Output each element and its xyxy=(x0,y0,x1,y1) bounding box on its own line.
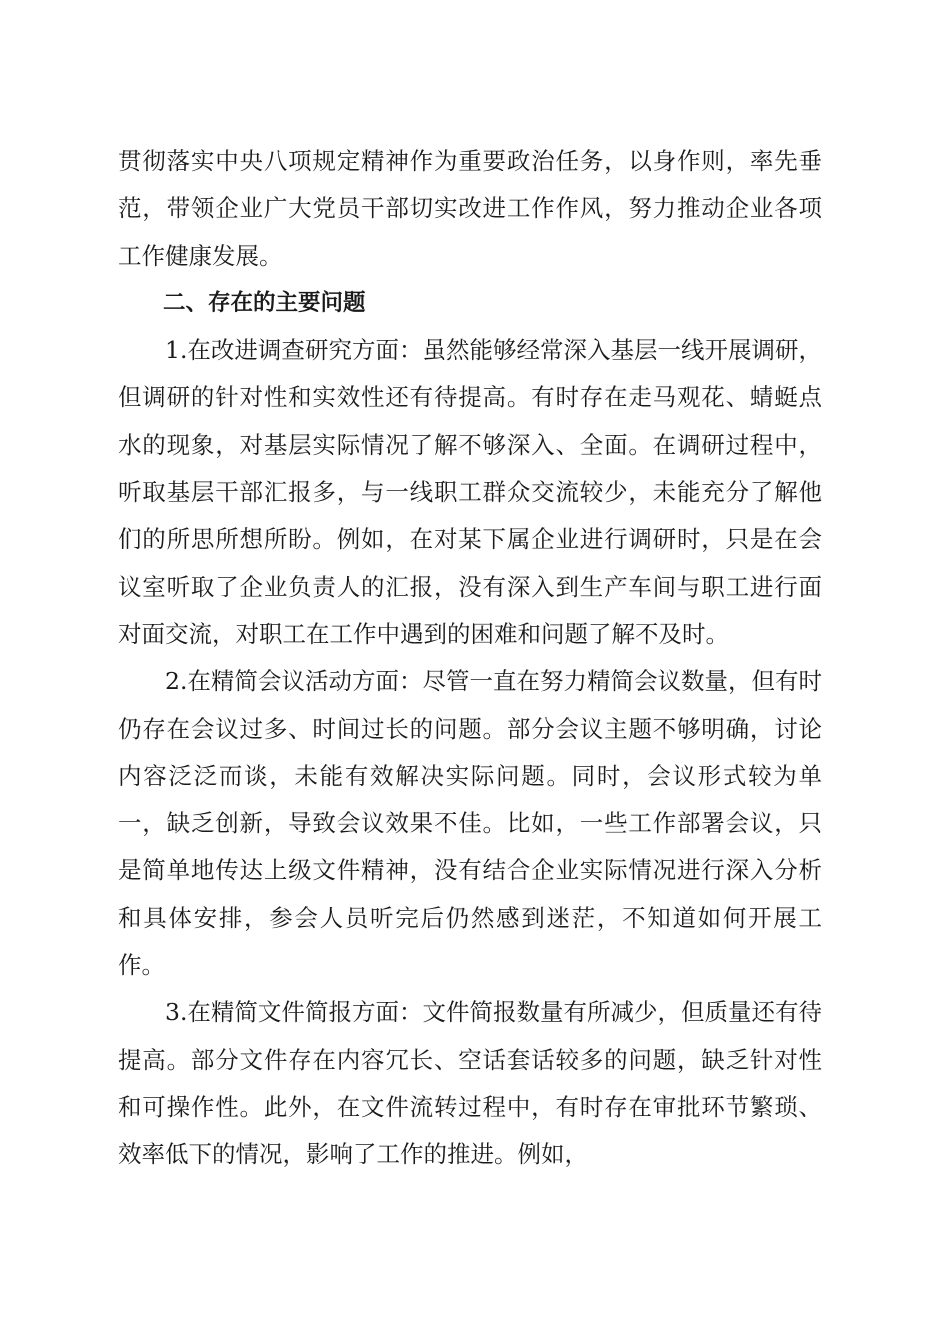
section-heading: 二、存在的主要问题 xyxy=(163,289,366,316)
paragraph-continuation: 贯彻落实中央八项规定精神作为重要政治任务，以身作则，率先垂范，带领企业广大党员干部切实改进工作作风，努力推动企业各项工作健康发展。 xyxy=(118,147,822,270)
paragraph-item-1: 1.在改进调查研究方面：虽然能够经常深入基层一线开展调研，但调研的针对性和实效性还有待提高。有时存在走马观花、蜻蜓点水的现象，对基层实际情况了解不够深入、全面。在调研过程中，听取基层干部汇报多，与一线职工群众交流较少，未能充分了解他们的所思所想所盼。例如，在对某下属企业进行调研时，只是在会议室听取了企业负责人的汇报，没有深入到生产车间与职工进行面对面交流，对职工在工作中遇到的困难和问题了解不及时。 xyxy=(118,336,822,648)
paragraph-item-2: 2.在精简会议活动方面：尽管一直在努力精简会议数量，但有时仍存在会议过多、时间过长的问题。部分会议主题不够明确，讨论内容泛泛而谈，未能有效解决实际问题。同时，会议形式较为单一，缺乏创新，导致会议效果不佳。比如，一些工作部署会议，只是简单地传达上级文件精神，没有结合企业实际情况进行深入分析和具体安排，参会人员听完后仍然感到迷茫，不知道如何开展工作。 xyxy=(118,667,822,980)
paragraph-item-3: 3.在精简文件简报方面：文件简报数量有所减少，但质量还有待提高。部分文件存在内容冗长、空话套话较多的问题，缺乏针对性和可操作性。此外，在文件流转过程中，有时存在审批环节繁琐、效率低下的情况，影响了工作的推进。例如， xyxy=(118,998,822,1169)
document-body xyxy=(118,138,822,1179)
